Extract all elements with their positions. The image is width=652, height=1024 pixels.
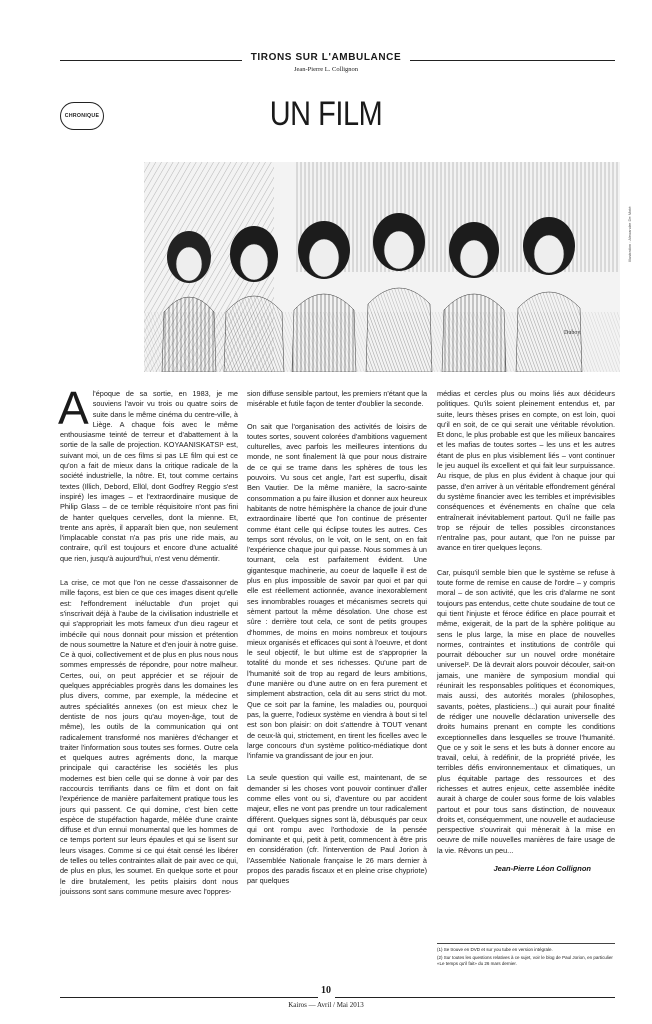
column-2 bbox=[247, 389, 427, 895]
paragraph: sion diffuse sensible partout, les premiers n'étant que la misérable et futile façon de tenter d'oublier la seconde. bbox=[247, 389, 427, 409]
illustration bbox=[144, 162, 620, 372]
column-3 bbox=[437, 389, 615, 874]
chronique-badge: CHRONIQUE bbox=[60, 102, 104, 130]
paragraph: La seule question qui vaille est, maintenant, de se demander si les choses vont pouvoir continuer d'aller comme elles vont ou si, d'aventure ou par accident majeur, elles ne vont pas prendre un tour radicalement différent. Quelques signes sont là, débusqués par ceux qui ont rompu avec l'orthodoxie de la pensée dominante et qui, petit à petit, commencent à être pris en considération (cfr. l'intervention de Paul Jorion à l'Assemblée Nationale française le 26 mars dernier à propos des paradis fiscaux et en pleine crise chypriote) par quelques bbox=[247, 773, 427, 886]
column-1 bbox=[58, 382, 238, 905]
footer-rule-left bbox=[60, 997, 318, 998]
article-title: UN FILM bbox=[269, 95, 383, 133]
author-signature: Jean-Pierre Léon Collignon bbox=[493, 864, 591, 874]
illustration-credit: Illustration : Alexandre De Moté bbox=[627, 206, 632, 262]
paragraph-text: l'époque de sa sortie, en 1983, je me souviens l'avoir vu trois ou quatre soirs de suite dans le même cinéma du centre-ville, à Liège. A chaque fois avec le même enthousiasme teinté de terreur et d'abattement à la sortie de la salle de projection. KOYAANISKATSI¹ est, suivant moi, un de ces films si pas LE film qui est ce qu'on a fait de mieux dans la critique radicale de la société industrielle, la nôtre. Et, tout comme certains textes (Illich, Debord, Ellül, dont Godfrey Reggio s'est inspiré) les images – et l'extraordinaire musique de Philip Glass – de ce terrible réquisitoire n'ont pas fini de hanter quelques cervelles, dont la mienne. Et, trente ans après, il apparaît bien que, non seulement l'implacable constat n'a pas pris une ride mais, au contraire, qu'il est toujours et encore d'une actualité que rien, jusqu'à aujourd'hui, n'est venu démentir. bbox=[60, 389, 238, 563]
art-signature: Duboy bbox=[564, 330, 581, 336]
paragraph: médias et cercles plus ou moins liés aux décideurs politiques. Qu'ils soient pleinement entendus et, par suite, leurs thèses prises en compte, on est loin, quoi qu'il en soit, de ce qui serait une véritable révolution. Et donc, le plus probable est que les milieux bancaires et les mafias de toutes sortes – les uns et les autres étant de plus en plus visiblement liés – vont continuer le jeu auquel ils excellent et qui fait leur surpuissance. Au risque, de plus en plus évident à chaque jour qui passe, d'en arriver à un véritable effondrement général du système financier avec les terribles et imprévisibles conséquences et événements en chaîne que cela entraînerait inévitablement partout. Qu'il ne faille pas trop se réjouir de telles possibles circonstances n'entraîne pas, pour autant, que l'on ne puisse par avance en tirer quelques leçons. bbox=[437, 389, 615, 553]
rubric-byline: Jean-Pierre L. Collignon bbox=[293, 66, 359, 73]
publication-footer: Kairos — Avril / Mai 2013 bbox=[288, 1001, 364, 1009]
paragraph: Car, puisqu'il semble bien que le système se refuse à toute forme de remise en cause de l'ordre – y compris moral – de son activité, que les cris d'alarme ne sont toujours pas entendus, cette chute soudaine de tout ce qui tient l'injuste et féroce édifice en place pourrait et même, exigerait, de la part de la sphère politique au sens le plus large, la mise en place de nouvelles normes, contraintes et institutions de contrôle qui pourrait déboucher sur un nouvel ordre monétaire universel². De là devrait alors pouvoir découler, sait-on jamais, une manière de symposium mondial qui réunirait les responsables politiques et économiques, mais aussi, des autorités morales (philosophes, savants, poètes, plasticiens...) qui aurait pour finalité de rédiger une nouvelle déclaration universelle des droits humains prenant en compte les conditions exceptionnelles dans lesquelles se trouve l'humanité. Que ce y soit le sens et les buts à donner encore au travail, celui, à redéfinir, de la propriété privée, les terribles défis environnementaux et climatiques, un plus équitable partage des ressources et des richesses et autres enjeux, cette assemblée inédite aurait à charge de couler sous forme de lois valables partout et pour tous sans distinction, de nouveaux droits et, conséquemment, une nouvelle et audacieuse perspective s'ouvrirait qui mènerait à la mise en oeuvre de mille nouvelles manières de faire usage de la vie. Rêvons un peu... bbox=[437, 567, 615, 855]
paragraph: On sait que l'organisation des activités de loisirs de toutes sortes, souvent colorées d'ambitions vaguement culturelles, avec parfois les meilleures intentions du monde, ne sont finalement là que pour nous distraire de ce qui se trame dans les sphères de tous les pouvoirs. Vu sous cet angle, l'art est superflu, disait Ben Vautier. De la même manière, la sacro-sainte consommation a pu faire illusion et donner aux heureux habitants de notre hémisphère la chance de jouir d'une extraordinaire liberté que l'on continue de présenter comme étant celle qui éclipse toutes les autres. Ces temps sont révolus, on le voit, on le sent, on en fait l'expérience chaque jour qui passe. Nous sommes à un tournant, cela est parfaitement évident. Une gigantesque machinerie, au coeur de laquelle il est de plus en plus impossible de savoir par quoi et par qui elle est réellement actionnée, avance inexorablement ses innombrables rouages et mécanismes secrets qui sèment partout la même désolation. Une chose est sûre : derrière tout cela, ce sont de petits groupes d'hommes, de moins en moins nombreux et toujours mieux organisés et efficaces qui sont à l'oeuvre, et dont le seul objectif, le but ultime est de s'approprier la totalité du monde et ses richesses. Qu'une part de l'humanité soit de trop au regard de leurs ambitions, d'une manière ou d'une autre on en fera purement et simplement abstraction, cela dit au sens strict du mot. Que ce soit par la famine, les maladies ou, pourquoi pas, la guerre, l'odieux système en viendra à bout si tel est son bon plaisir: on doit s'attendre à TOUT venant de ceux-là qui, strictement, en tirent les ficelles avec le large concours d'un système politico-médiatique dont l'infamie va grandissant de jour en jour. bbox=[247, 421, 427, 761]
rubric-title: TIRONS SUR L'AMBULANCE bbox=[250, 52, 402, 63]
footnote: (1) Se trouve en DVD et sur you tube en version intégrale. bbox=[437, 947, 553, 952]
paragraph: La crise, ce mot que l'on ne cesse d'assaisonner de mille façons, est bien ce que ces images disent qu'elle est: l'effondrement inéluctable d'un projet qui s'inscrivait déjà à l'aube de la civilisation industrielle et qui s'appropriait les mots fameux d'un dieu rageur et imbécile qui nous donnait pour mission et prétention de nous soumettre la Nature et d'en jouir à notre guise. Ce à quoi, collectivement et de plus en plus nous nous sommes empressés de répondre, pour notre malheur. Certes, oui, on peut apprécier et se réjouir de quelques appréciables progrès dans les domaines les plus divers, comme, par exemple, la médecine et autres spécialités annexes (on est mieux chez le dentiste de nos jours qu'au moyen-âge, tout de même), les outils de la communication qui ont radicalement transformé nos manières d'échanger et traiter l'information sous toutes ses formes. Outre cela et quelques autres agréments donc, la marque principale qui caractérise les sociétés les plus modernes est bien celle qui se donne à voir par des raccourcis terrifiants dans ce film et dont on fait l'expérience de manière parfaitement pratique tous les jours qui passent. Ce qui domine, c'est bien cette espèce de stupéfaction hagarde, mêlée d'une crainte diffuse et d'un ennui monumental que les hommes de ce temps portent sur leurs épaules et qui se lisent sur leurs visages. Comme si ce qui était censé les libérer de telles ou telles contraintes allait de pair avec ce qui, de plus en plus, les soumet. En quelque sorte et pour le dire brutalement, les petits plaisirs dont nous jouissons sont sans commune mesure avec l'oppres- bbox=[60, 578, 238, 896]
footnote: (2) Sur toutes les questions relatives à ce sujet, voir le blog de Paul Jorion, en particulier «Le temps qu'il fait» du 26 mars dernier. bbox=[437, 955, 613, 966]
header-rule-right bbox=[410, 60, 615, 61]
footer-rule-right bbox=[335, 997, 615, 998]
paragraph bbox=[58, 382, 238, 564]
drop-cap: A bbox=[58, 382, 89, 434]
footnotes bbox=[437, 943, 615, 969]
page-number: 10 bbox=[321, 985, 331, 996]
